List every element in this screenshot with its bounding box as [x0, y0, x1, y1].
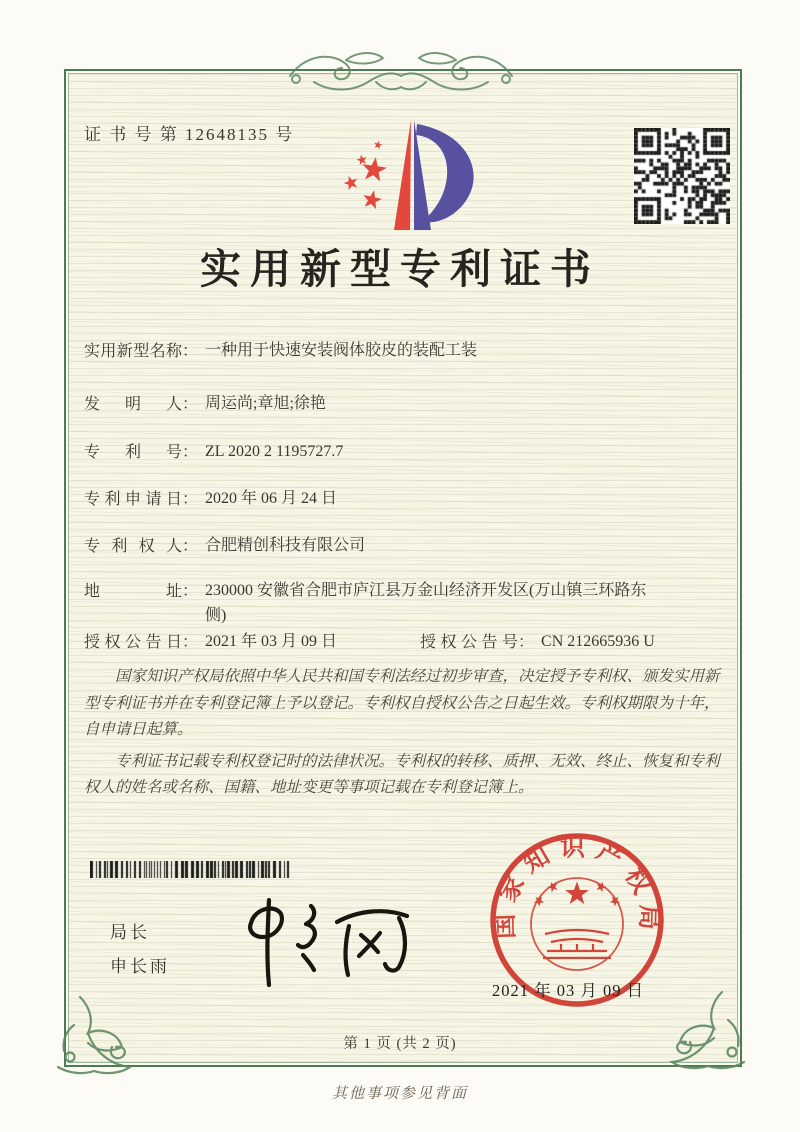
grant-number-value: CN 212665936 U — [541, 633, 655, 650]
field-value: 周运尚;章旭;徐艳 — [205, 395, 326, 412]
field-colon: ： — [518, 634, 535, 651]
legal-paragraphs — [84, 664, 720, 807]
field-colon: ： — [182, 491, 199, 508]
field-colon: ： — [182, 343, 199, 360]
grant-date-value: 2021 年 03 月 09 日 — [205, 633, 338, 650]
field-label: 专利申请日 — [84, 491, 182, 508]
field-row-patent-number — [84, 439, 724, 464]
field-row-inventors — [84, 391, 724, 416]
director-name: 申长雨 — [110, 957, 170, 976]
field-row-grant — [84, 629, 724, 654]
field-label: 发明人 — [84, 396, 182, 413]
field-row-address — [84, 578, 724, 628]
field-colon: ： — [182, 538, 199, 555]
field-colon: ： — [182, 634, 199, 651]
director-title: 局长 — [110, 923, 150, 942]
field-colon: ： — [182, 444, 199, 461]
certificate-title: 实用新型专利证书 — [200, 246, 600, 292]
grant-number-label: 授权公告号 — [420, 634, 518, 651]
seal-date: 2021 年 03 月 09 日 — [492, 981, 645, 1000]
page-number: 第 1 页 (共 2 页) — [343, 1036, 457, 1052]
grant-number-group — [420, 629, 655, 654]
seal-agency-text: 国家知识产权局 — [491, 834, 663, 940]
field-value: 合肥精创科技有限公司 — [205, 537, 366, 554]
barcode — [90, 861, 290, 878]
field-label: 专利号 — [84, 444, 182, 461]
cnipa-logo-icon — [338, 112, 488, 238]
signature-handwriting-icon — [235, 893, 415, 991]
field-colon: ： — [182, 396, 199, 413]
field-value: 一种用于快速安装阀体胶皮的装配工装 — [205, 342, 478, 359]
back-note: 其他事项参见背面 — [331, 1086, 468, 1102]
field-row-name — [84, 338, 724, 363]
qr-code — [634, 128, 730, 224]
field-value: ZL 2020 2 1195727.7 — [205, 443, 344, 460]
field-value: 2020 年 06 月 24 日 — [205, 490, 338, 507]
field-value: 230000 安徽省合肥市庐江县万金山经济开发区(万山镇三环路东侧) — [205, 582, 647, 624]
field-label: 专利权人 — [84, 538, 182, 555]
field-row-filing-date — [84, 486, 724, 511]
paragraph-grant-statement: 国家知识产权局依照中华人民共和国专利法经过初步审查，决定授予专利权、颁发实用新型专利证书并在专利登记簿上予以登记。专利权自授权公告之日起生效。专利权期限为十年，自申请日起算。 — [84, 668, 720, 738]
certificate-number: 证 书 号 第 12648135 号 — [84, 125, 295, 144]
paragraph-register-statement: 专利证书记载专利权登记时的法律状况。专利权的转移、质押、无效、终止、恢复和专利权人的姓名或名称、国籍、地址变更等事项记载在专利登记簿上。 — [84, 752, 720, 796]
grant-date-label: 授权公告日 — [84, 634, 182, 651]
field-colon: ： — [182, 583, 199, 600]
field-row-patentee — [84, 533, 724, 558]
field-label: 实用新型名称 — [84, 343, 182, 360]
field-label: 地址 — [84, 583, 182, 600]
floral-flourish-top-icon — [286, 46, 516, 98]
